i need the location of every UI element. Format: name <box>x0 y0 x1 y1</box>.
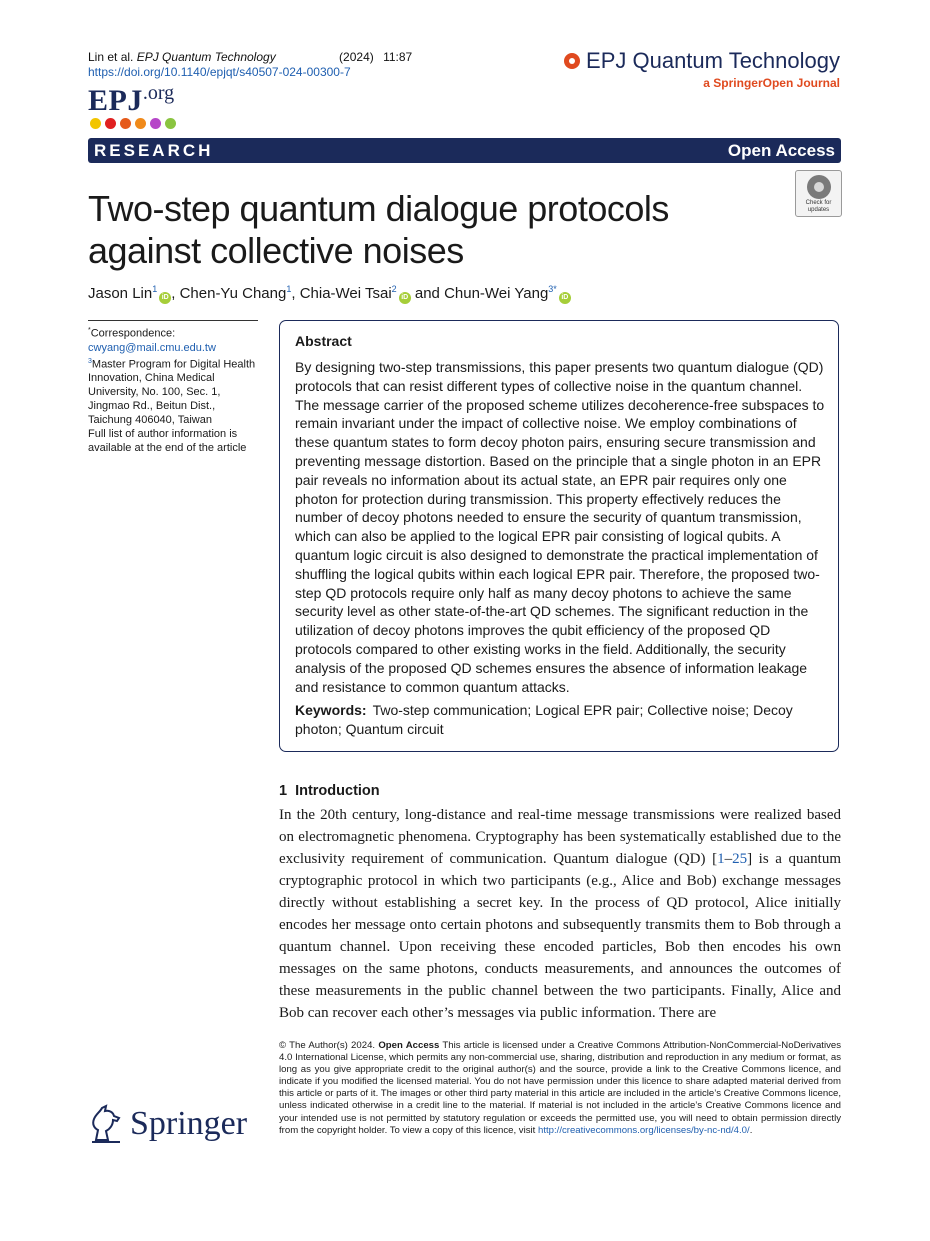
orcid-icon[interactable]: iD <box>399 292 411 304</box>
journal-name: EPJ Quantum Technology <box>586 48 840 73</box>
author-affil-sup[interactable]: 1 <box>286 284 292 294</box>
author-info-note: Full list of author information is available at the end of the article <box>88 428 247 455</box>
logo-dot <box>135 118 146 129</box>
license-open-access: Open Access <box>378 1040 440 1051</box>
citation-header <box>88 50 412 80</box>
affiliation: $^3$Master Program for Digital Health Innovation, China Medical University, No. 100, Sec. 1, Jingmao Rd., Beitun Dist., Taichung 406040, Taiwan <box>88 357 256 427</box>
author-affil-sup[interactable]: 2 <box>391 284 397 294</box>
springer-horse-icon <box>88 1104 124 1144</box>
epj-logo-dots <box>90 118 176 129</box>
author-affil-sup[interactable]: 1 <box>152 284 158 294</box>
abstract-heading: Abstract <box>295 333 352 349</box>
section-title: Introduction <box>295 783 380 799</box>
correspondence-sidebar <box>88 320 258 455</box>
badge-text-1: Check for <box>805 200 832 206</box>
author-name: Chia-Wei Tsai <box>299 285 392 302</box>
logo-dot <box>105 118 116 129</box>
section-number: 1 <box>279 783 288 799</box>
citation-journal: EPJ Quantum Technology <box>136 50 276 64</box>
epj-logo-word: EPJ <box>88 84 143 117</box>
author-name: Jason Lin <box>88 285 153 302</box>
orcid-icon[interactable]: iD <box>559 292 571 304</box>
badge-text-2: updates <box>807 207 830 213</box>
keywords-list: Two-step communication; Logical EPR pair; Collective noise; Decoy photon; Quantum circuit <box>295 702 793 737</box>
author-affil-sup[interactable]: 3* <box>548 284 557 294</box>
logo-dot <box>90 118 101 129</box>
authors-conjunction: and <box>414 285 440 302</box>
journal-subtitle: a SpringerOpen Journal <box>703 76 840 90</box>
springer-logo <box>88 1104 247 1144</box>
journal-logo-icon <box>564 53 580 69</box>
open-access-label: Open Access <box>727 141 835 160</box>
check-for-updates-badge[interactable] <box>795 170 842 217</box>
orcid-icon[interactable]: iD <box>159 292 171 304</box>
doi-link[interactable]: https://doi.org/10.1140/epjqt/s40507-024-00300-7 <box>88 65 351 79</box>
journal-brand <box>564 48 840 90</box>
author-name: Chun-Wei Yang <box>444 285 549 302</box>
author-name: Chen-Yu Chang <box>179 285 287 302</box>
license-link[interactable]: http://creativecommons.org/licenses/by-nc-nd/4.0/ <box>537 1124 750 1136</box>
keywords-label: Keywords: <box>295 702 367 718</box>
citation-ref-link[interactable]: 1 <box>717 851 725 867</box>
correspondence-email[interactable]: cwyang@mail.cmu.edu.tw <box>88 341 216 354</box>
intro-heading <box>279 783 380 799</box>
section-label: RESEARCH <box>94 141 214 160</box>
author-list: Jason Lin$^1$iD , Chen-Yu Chang$^1$, Chia-Wei Tsai$^2$iD and Chun-Wei Yang$^{3*}$iD <box>88 284 571 304</box>
citation-authors: Lin et al. <box>88 50 134 64</box>
abstract-body: By designing two-step transmissions, this paper presents two quantum dialogue (QD) protocols that can resist different types of collective noise in the quantum channel. The message carrier of the proposed scheme utilizes decoherence-free subspaces to remain invariant under the impact of collective noise. We employ combinations of these quantum states to form decoy photon pairs, ensuring secure transmission and preventing message distortion. Based on the principle that a single photon in an EPR pair reveals no information about its actual state, an EPR pair requires only one photon for protection during transmission. This property effectively reduces the number of decoy photons needed to ensure the security of quantum transmission, which can also be applied to the logical EPR pair consisting of logical qubits. A quantum logic circuit is also designed to demonstrate the practical implementation of shuffling the logical qubits within each logical EPR pair. Therefore, the proposed two-step QD protocols require only half as many decoy photons to achieve the same security level as other state-of-the-art QD schemes. The significant reduction in the utilization of decoy photons improves the qubit efficiency of the proposed QD protocols compared to other existing works in the field. Additionally, the security analysis of the proposed QD schemes ensures the absence of information leakage and resistance to common quantum attacks. <box>295 359 825 695</box>
intro-paragraph: In the 20th century, long-distance and real-time message transmissions were realized based on electromagnetic phenomena. Cryptography has been systematically established due to the exclusivity requirement of communication. Quantum dialogue (QD) [1–25] is a quantum cryptographic protocol in which two participants (e.g., Alice and Bob) exchange messages directly without establishing a secret key. In the process of QD protocol, Alice initially encodes her message onto certain photons and subsequently transmits them to Bob through a quantum channel. Upon receiving these encoded particles, Bob then encodes his own messages on the same photons, conducts measurements, and announces the outcomes of these measurements in the public channel between the two participants. Finally, Alice and Bob can recover each other’s messages via public information. There are <box>279 807 841 1021</box>
check-updates-icon <box>807 175 831 199</box>
citation-ref-link[interactable]: 25 <box>732 851 748 867</box>
keywords <box>295 701 825 739</box>
logo-dot <box>165 118 176 129</box>
epj-logo <box>88 84 174 118</box>
springer-wordmark: Springer <box>130 1105 248 1142</box>
citation-year: (2024) <box>339 50 374 64</box>
article-title: Two-step quantum dialogue protocols against collective noises <box>88 188 669 271</box>
epj-logo-org: .org <box>142 82 175 104</box>
license-notice: © The Author(s) 2024. Open Access This article is licensed under a Creative Commons Attribution-NonCommercial-NoDerivatives 4.0 International License, which permits any non-commercial use, sharing, distribution and reproduction in any medium or format, as long as you give appropriate credit to the original author(s) and the source, provide a link to the Creative Commons licence, and indicate if you modified the licensed material. You do not have permission under this licence to share adapted material derived from this article or parts of it. The images or other third party material in this article are included in the article’s Creative Commons licence, unless indicated otherwise in a credit line to the material. If material is not included in the article’s Creative Commons licence and your intended use is not permitted by statutory regulation or exceeds the permitted use, you will need to obtain permission directly from the copyright holder. To view a copy of this licence, visit http://creativecommons.org/licenses/by-nc-nd/4.0/. <box>279 1040 842 1136</box>
correspondence-label: *Correspondence: <box>88 327 176 340</box>
section-banner <box>88 138 841 163</box>
journal-name-row <box>564 48 840 74</box>
logo-dot <box>120 118 131 129</box>
citation-article-number: 11:87 <box>383 50 413 64</box>
citation-line <box>88 50 412 65</box>
logo-dot <box>150 118 161 129</box>
